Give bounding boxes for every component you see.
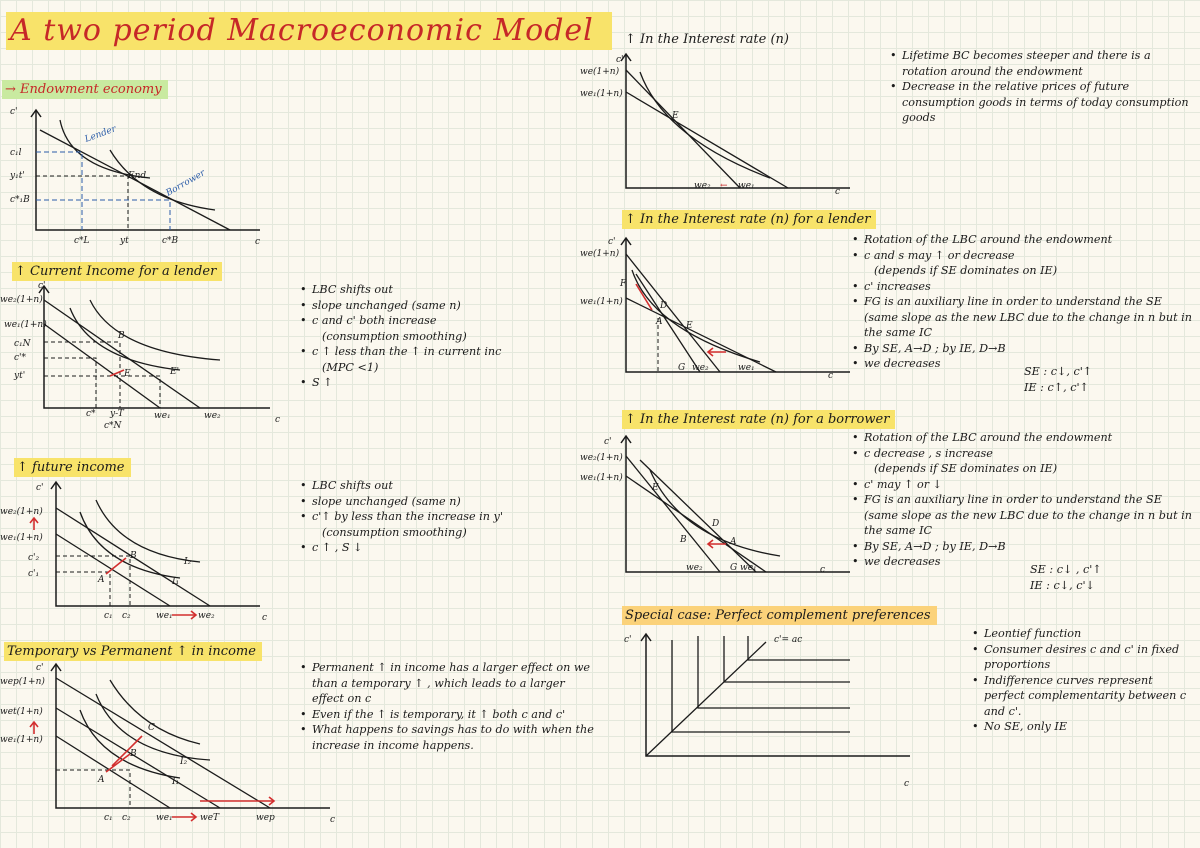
- future-income-notes: [300, 478, 503, 556]
- pc-note: • Indifference curves represent perfect complementarity between c and c'.: [972, 673, 1192, 720]
- ci-note: (MPC <1): [322, 360, 379, 374]
- endowment-graph: [0, 100, 290, 250]
- fi-c2-label: c'₂: [28, 553, 40, 563]
- ir-arrow: ←: [720, 181, 728, 191]
- fi-note: • slope unchanged (same n): [300, 494, 503, 510]
- ci-cstar-label: c*: [86, 409, 96, 419]
- cl-x-label: c*L: [74, 236, 90, 246]
- ib-y-label: c': [604, 437, 612, 447]
- fi-we1-label: we₁(1+n): [0, 533, 43, 543]
- ci-dash2: [44, 358, 96, 408]
- tp-y-label: c': [36, 663, 44, 673]
- fi-red-up-arrow: [30, 518, 38, 530]
- tp-wep-label: wep(1+n): [0, 677, 45, 687]
- ci-cprime-label: c'*: [14, 353, 27, 363]
- ci-we1-label: we₁(1+n): [4, 320, 47, 330]
- tp-i1-label: I₁: [172, 777, 180, 787]
- il-note: (depends if SE dominates on IE): [874, 264, 1058, 277]
- il-note: • c and s may ↑ or decrease: [852, 248, 1192, 264]
- tp-c-label: C: [148, 723, 155, 733]
- il-we1-label: we₁(1+n): [580, 297, 623, 307]
- interest-borrower-graph: [580, 430, 880, 580]
- ci-note: • S ↑: [300, 375, 501, 391]
- ir-y-label: c': [616, 55, 624, 65]
- pc-ic2: [698, 636, 850, 708]
- tp-c1x-label: c₁: [104, 813, 113, 823]
- fi-c1-label: c'₁: [28, 569, 40, 579]
- temp-perm-heading: Temporary vs Permanent ↑ in income: [4, 642, 262, 661]
- fi-ic2: [96, 500, 200, 562]
- interest-heading: ↑ In the Interest rate (n): [625, 32, 789, 47]
- pc-ray-label: c'= ac: [774, 635, 803, 645]
- end-label: End: [128, 171, 147, 181]
- ci-ytx-label: y-T: [110, 409, 124, 419]
- il-se: SE : c↓, c'↑: [1024, 365, 1093, 378]
- il-a-label: A: [656, 317, 663, 327]
- ib-g-label: G: [730, 563, 738, 573]
- ib-x-label: c: [820, 565, 826, 575]
- pc-note: • No SE, only IE: [972, 719, 1192, 735]
- tp-a-label: A: [98, 775, 105, 785]
- lender-dashes: [36, 152, 82, 230]
- ir-we1-label: we₁(1+n): [580, 89, 623, 99]
- ir-x-label: c: [835, 187, 841, 197]
- endowment-heading: → Endowment economy: [2, 80, 168, 99]
- il-note: • c' increases: [852, 279, 1192, 295]
- il-g-label: G: [678, 363, 686, 373]
- ci-note: (consumption smoothing): [322, 329, 467, 343]
- il-we2-label: we(1+n): [580, 249, 620, 259]
- il-lbc-old: [626, 298, 776, 372]
- ib-note: • c' may ↑ or ↓: [852, 477, 1192, 493]
- tp-red-up-arrow: [30, 722, 38, 734]
- fi-note: (consumption smoothing): [322, 525, 467, 539]
- ir-e-label: E: [672, 111, 679, 121]
- fi-red-right-arrow: [172, 611, 196, 619]
- tp-wetx-label: weT: [200, 813, 220, 823]
- fi-note: • c'↑ by less than the increase in y': [300, 509, 503, 525]
- ci-dash3: [44, 376, 160, 408]
- il-note: • By SE, A→D ; by IE, D→B: [852, 341, 1192, 357]
- interest-lender-graph: [580, 230, 880, 380]
- fi-c2x-label: c₂: [122, 611, 131, 621]
- fi-a-label: A: [98, 575, 105, 585]
- tp-lbc-p: [56, 678, 270, 808]
- ir-we1x-label: we₁: [738, 181, 755, 191]
- ib-we1x-label: we₁: [740, 563, 757, 573]
- ci-cnx-label: c*N: [104, 421, 122, 431]
- fi-note: • c ↑ , S ↓: [300, 540, 503, 556]
- ir-axes: [626, 54, 850, 188]
- tp-red-right-arrow: [172, 813, 196, 821]
- il-note: • we decreases: [852, 356, 1192, 372]
- pc-x-label: c: [904, 779, 910, 789]
- tp-we1x-label: we₁: [156, 813, 173, 823]
- tp-wet-label: wet(1+n): [0, 707, 43, 717]
- interest-lender-heading: ↑ In the Interest rate (n) for a lender: [622, 210, 876, 229]
- perfect-complement-notes: [972, 626, 1192, 735]
- il-e-label: E: [686, 321, 693, 331]
- fi-note: • LBC shifts out: [300, 478, 503, 494]
- current-income-heading: ↑ Current Income for a lender: [12, 262, 222, 281]
- fi-x-label: c: [262, 613, 268, 623]
- endowment-axes: [36, 110, 260, 230]
- tp-b-label: B: [130, 749, 137, 759]
- ci-b-label: B: [118, 331, 125, 341]
- pc-y-label: c': [624, 635, 632, 645]
- cb-x-label: c*B: [162, 236, 179, 246]
- fi-we2x-label: we₂: [198, 611, 215, 621]
- ci-x-label: c: [275, 415, 281, 425]
- ib-note: • Rotation of the LBC around the endowment: [852, 430, 1192, 446]
- x-label: c: [255, 237, 261, 247]
- future-income-graph: [0, 478, 290, 628]
- ir-we2x-label: we₂: [694, 181, 711, 191]
- interest-lender-notes: [852, 232, 1192, 372]
- ir-lbc-old: [626, 92, 788, 188]
- ir-note: • Decrease in the relative prices of future consumption goods in terms of today consumption goods: [890, 79, 1190, 126]
- ib-se: SE : c↓ , c'↑: [1030, 563, 1102, 576]
- interest-graph: [580, 48, 880, 198]
- ib-we2x-label: we₂: [686, 563, 703, 573]
- il-x-label: c: [828, 371, 834, 381]
- ci-axes: [44, 286, 270, 408]
- ib-axes: [626, 436, 850, 572]
- tp-note: • Even if the ↑ is temporary, it ↑ both c and c': [300, 707, 600, 723]
- tp-note: • What happens to savings has to do with when the increase in income happens.: [300, 722, 600, 753]
- cb1-label: c*₁B: [10, 195, 30, 205]
- ib-a-label: A: [730, 537, 737, 547]
- page-title: A two period Macroeconomic Model: [6, 12, 612, 50]
- ci-y-label: c': [38, 281, 46, 291]
- tp-x-label: c: [330, 815, 336, 825]
- ci-note: • c and c' both increase: [300, 313, 501, 329]
- yt-x-label: yt: [120, 236, 129, 246]
- pc-note: • Leontief function: [972, 626, 1192, 642]
- borrower-dashes: [36, 200, 170, 230]
- pc-axes: [646, 634, 910, 756]
- tp-wepx-label: wep: [256, 813, 275, 823]
- fi-b-label: B: [130, 551, 137, 561]
- ci-ic1: [70, 308, 180, 370]
- pc-ic1: [672, 640, 850, 732]
- ci-yt-label: yt': [14, 371, 26, 381]
- tp-ic3: [110, 680, 200, 744]
- il-se-ie: [1024, 364, 1092, 395]
- il-f-label: F: [620, 279, 627, 289]
- il-y-label: c': [608, 237, 616, 247]
- ci-note: • slope unchanged (same n): [300, 298, 501, 314]
- perfect-complement-heading: Special case: Perfect complement preferences: [622, 606, 937, 625]
- tp-i2-label: I₂: [180, 757, 188, 767]
- borrower-label: Borrower: [164, 168, 208, 199]
- ib-ic: [650, 470, 780, 556]
- interest-notes: [890, 48, 1190, 126]
- fi-we1x-label: we₁: [156, 611, 173, 621]
- ci-note: • c ↑ less than the ↑ in current inc: [300, 344, 501, 360]
- ir-note: • Lifetime BC becomes steeper and there is a rotation around the endowment: [890, 48, 1190, 79]
- ib-d-label: D: [712, 519, 720, 529]
- ib-b-label: B: [680, 535, 687, 545]
- y-label: c': [10, 107, 18, 117]
- ci-e-label: E: [124, 369, 131, 379]
- il-d-label: D: [660, 301, 668, 311]
- il-note: • Rotation of the LBC around the endowment: [852, 232, 1192, 248]
- ci-we2-label: we₂(1+n): [0, 295, 43, 305]
- ib-se-ie: [1030, 562, 1102, 593]
- ib-note: (depends if SE dominates on IE): [874, 462, 1058, 475]
- ir-we2-label: we(1+n): [580, 67, 620, 77]
- il-note: • FG is an auxiliary line in order to understand the SE (same slope as the new LBC due to the change in n but in the same IC: [852, 294, 1192, 341]
- ib-lbc-new: [626, 456, 720, 572]
- current-income-graph: [0, 280, 290, 430]
- fi-i1-label: I₁: [172, 577, 180, 587]
- fi-i2-label: I₂: [184, 557, 192, 567]
- il-we1x-label: we₁: [738, 363, 755, 373]
- ci-we1x-label: we₁: [154, 411, 171, 421]
- tp-note: • Permanent ↑ in income has a larger effect on we than a temporary ↑ , which leads to a larger effect on c: [300, 660, 600, 707]
- ib-note: • By SE, A→D ; by IE, D→B: [852, 539, 1192, 555]
- ib-e-label: E: [652, 483, 659, 493]
- temp-perm-notes: [300, 660, 600, 753]
- il-ie: IE : c↑, c'↑: [1024, 380, 1089, 394]
- ci-lbc1: [44, 324, 160, 408]
- ir-ic: [640, 72, 770, 178]
- il-red-arrow1: [636, 284, 652, 310]
- ci-note: • LBC shifts out: [300, 282, 501, 298]
- ib-we2-label: we₂(1+n): [580, 453, 623, 463]
- fi-axes: [56, 482, 260, 606]
- cl1-label: c₁l: [10, 148, 22, 158]
- fi-y-label: c': [36, 483, 44, 493]
- pc-note: • Consumer desires c and c' in fixed proportions: [972, 642, 1192, 673]
- interest-borrower-notes: [852, 430, 1192, 570]
- il-ic: [632, 270, 760, 362]
- ib-note: • c decrease , s increase: [852, 446, 1192, 462]
- ib-note: • we decreases: [852, 554, 1192, 570]
- il-we2x-label: we₂: [692, 363, 709, 373]
- ci-eprime-label: E': [170, 367, 180, 377]
- yt1-label: y₁t': [10, 171, 25, 181]
- lender-label: Lender: [83, 124, 118, 145]
- ib-lbc-old: [626, 476, 766, 572]
- temp-perm-graph: [0, 660, 340, 840]
- ib-we1-label: we₁(1+n): [580, 473, 623, 483]
- perfect-complement-graph: [610, 626, 930, 796]
- fi-we2-label: we₂(1+n): [0, 507, 43, 517]
- interest-borrower-heading: ↑ In the Interest rate (n) for a borrower: [622, 410, 895, 429]
- ib-aux-fg: [640, 460, 756, 572]
- current-income-notes: [300, 282, 501, 391]
- tp-we1-label: we₁(1+n): [0, 735, 43, 745]
- ib-ie: IE : c↓, c'↓: [1030, 578, 1095, 592]
- ci-cn-label: c₁N: [14, 339, 31, 349]
- tp-c2x-label: c₂: [122, 813, 131, 823]
- fi-c1x-label: c₁: [104, 611, 113, 621]
- ir-lbc-new: [626, 70, 740, 188]
- il-lbc-new: [626, 254, 720, 372]
- ci-we2x-label: we₂: [204, 411, 221, 421]
- ib-note: • FG is an auxiliary line in order to understand the SE (same slope as the new LBC due to the change in n but in the same IC: [852, 492, 1192, 539]
- future-income-heading: ↑ future income: [14, 458, 131, 477]
- tp-axes: [56, 664, 330, 808]
